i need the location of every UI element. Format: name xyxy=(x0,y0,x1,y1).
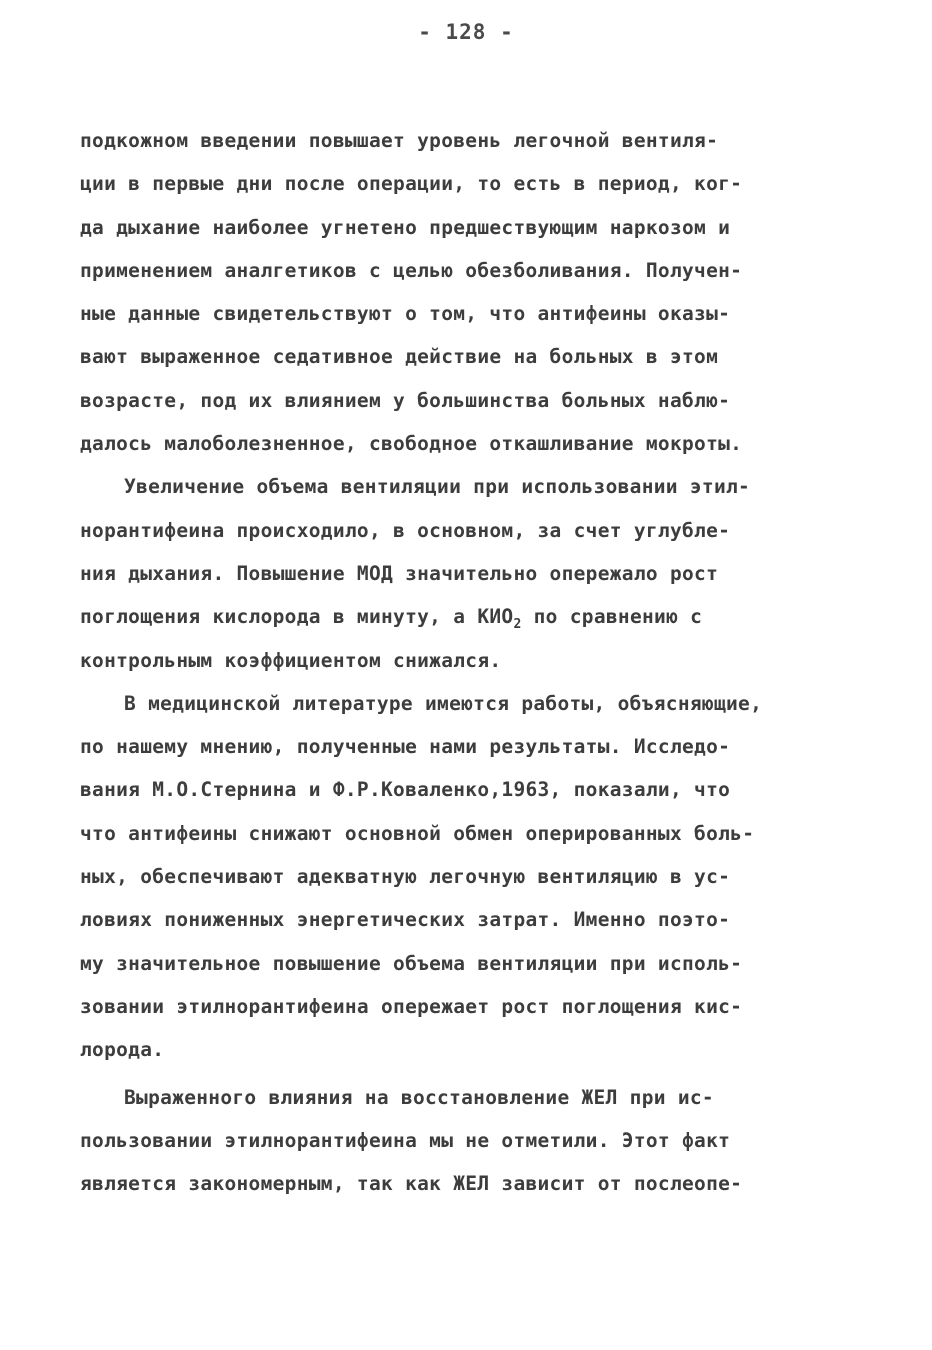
text-line: по нашему мнению, полученные нами результаты. Исследо- xyxy=(80,735,731,759)
text-line: ные данные свидетельствуют о том, что антифеины оказы- xyxy=(80,302,731,326)
paragraph-4 xyxy=(80,1085,860,1215)
text-line: далось малоболезненное, свободное откашливание мокроты. xyxy=(80,432,743,456)
text-line: Увеличение объема вентиляции при использовании этил- xyxy=(124,475,751,499)
text-line: ловиях пониженных энергетических затрат. Именно поэто- xyxy=(80,908,731,932)
text-line: возрасте, под их влиянием у большинства больных наблю- xyxy=(80,388,731,412)
text-line: норантифеина происходило, в основном, за счет углубле- xyxy=(80,518,731,542)
text-line: применением аналгетиков с целью обезболивания. Получен- xyxy=(80,258,743,282)
text-line: ных, обеспечивают адекватную легочную вентиляцию в ус- xyxy=(80,865,731,889)
subscript-2: 2 xyxy=(513,617,522,633)
text-line-with-subscript xyxy=(80,604,860,647)
paragraph-2 xyxy=(80,474,860,690)
text-line: ния дыхания. Повышение МОД значительно опережало рост xyxy=(80,561,719,585)
text-line: вания М.О.Стернина и Ф.Р.Коваленко,1963, показали, что xyxy=(80,778,731,802)
text-line: му значительное повышение объема вентиляции при исполь- xyxy=(80,951,743,975)
text-line: Выраженного влияния на восстановление ЖЕЛ при ис- xyxy=(124,1085,714,1109)
paragraph-3 xyxy=(80,691,860,1081)
text-line: подкожном введении повышает уровень легочной вентиля- xyxy=(80,129,719,152)
body-text xyxy=(80,128,860,1214)
text-line: лорода. xyxy=(80,1038,165,1062)
text-line: зовании этилнорантифеина опережает рост поглощения кис- xyxy=(80,994,743,1018)
text-line: В медицинской литературе имеются работы, объясняющие, xyxy=(124,691,763,715)
text-line: вают выраженное седативное действие на больных в этом xyxy=(80,345,719,369)
text-line: является закономерным, так как ЖЕЛ зависит от послеопе- xyxy=(80,1172,743,1196)
page-number: - 128 - xyxy=(418,20,514,44)
text-line: контрольным коэффициентом снижался. xyxy=(80,648,502,672)
text-line: что антифеины снижают основной обмен оперированных боль- xyxy=(80,821,755,845)
text-line: ции в первые дни после операции, то есть в период, ког- xyxy=(80,172,743,196)
paragraph-1 xyxy=(80,128,860,474)
subscript-line-before: поглощения кислорода в минуту, а КИО xyxy=(80,605,514,629)
text-line: пользовании этилнорантифеина мы не отметили. Этот факт xyxy=(80,1128,731,1152)
text-line: да дыхание наиболее угнетено предшествующим наркозом и xyxy=(80,215,731,239)
subscript-line-after: по сравнению с xyxy=(521,605,703,629)
